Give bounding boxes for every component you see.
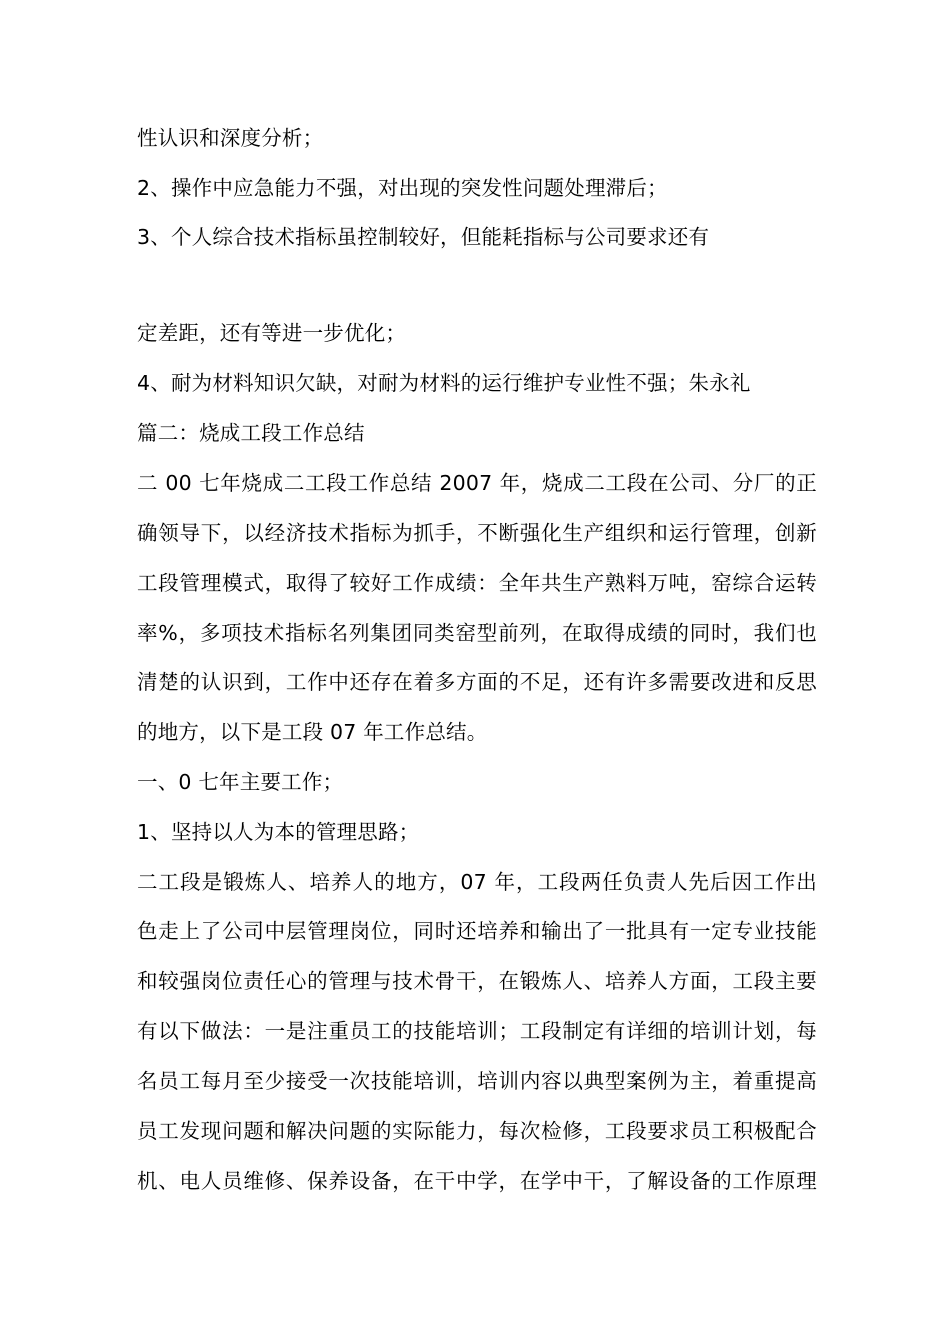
section-heading: 篇二：烧成工段工作总结	[137, 421, 365, 445]
text-line: 率%，多项技术指标名列集团同类窑型前列，在取得成绩的同时，我们也	[137, 621, 817, 645]
text-line: 色走上了公司中层管理岗位，同时还培养和输出了一批具有一定专业技能	[137, 919, 817, 943]
text-line: 一、0 七年主要工作；	[137, 770, 344, 794]
text-line: 清楚的认识到，工作中还存在着多方面的不足，还有许多需要改进和反思	[137, 670, 817, 694]
text-line: 有以下做法：一是注重员工的技能培训；工段制定有详细的培训计划，每	[137, 1019, 817, 1043]
text-line: 的地方，以下是工段 07 年工作总结。	[137, 720, 488, 744]
text-line: 确领导下，以经济技术指标为抓手，不断强化生产组织和运行管理，创新	[137, 521, 817, 545]
text-line: 工段管理模式，取得了较好工作成绩：全年共生产熟料万吨，窑综合运转	[137, 571, 817, 595]
text-line: 二 00 七年烧成二工段工作总结 2007 年，烧成二工段在公司、分厂的正	[137, 471, 817, 495]
text-line: 性认识和深度分析；	[137, 126, 324, 150]
text-line: 4、耐为材料知识欠缺，对耐为材料的运行维护专业性不强；朱永礼	[137, 371, 751, 395]
text-line: 1、坚持以人为本的管理思路；	[137, 820, 420, 844]
text-line: 3、个人综合技术指标虽控制较好，但能耗指标与公司要求还有	[137, 225, 710, 249]
text-line: 和较强岗位责任心的管理与技术骨干，在锻炼人、培养人方面，工段主要	[137, 969, 817, 993]
text-line: 名员工每月至少接受一次技能培训，培训内容以典型案例为主，着重提高	[137, 1069, 817, 1093]
text-line: 二工段是锻炼人、培养人的地方，07 年，工段两任负责人先后因工作出	[137, 870, 817, 894]
text-line: 2、操作中应急能力不强，对出现的突发性问题处理滞后；	[137, 176, 668, 200]
text-line: 员工发现问题和解决问题的实际能力，每次检修，工段要求员工积极配合	[137, 1119, 817, 1143]
text-line: 定差距，还有等进一步优化；	[137, 321, 407, 345]
text-line: 机、电人员维修、保养设备，在干中学，在学中干，了解设备的工作原理	[137, 1169, 817, 1193]
